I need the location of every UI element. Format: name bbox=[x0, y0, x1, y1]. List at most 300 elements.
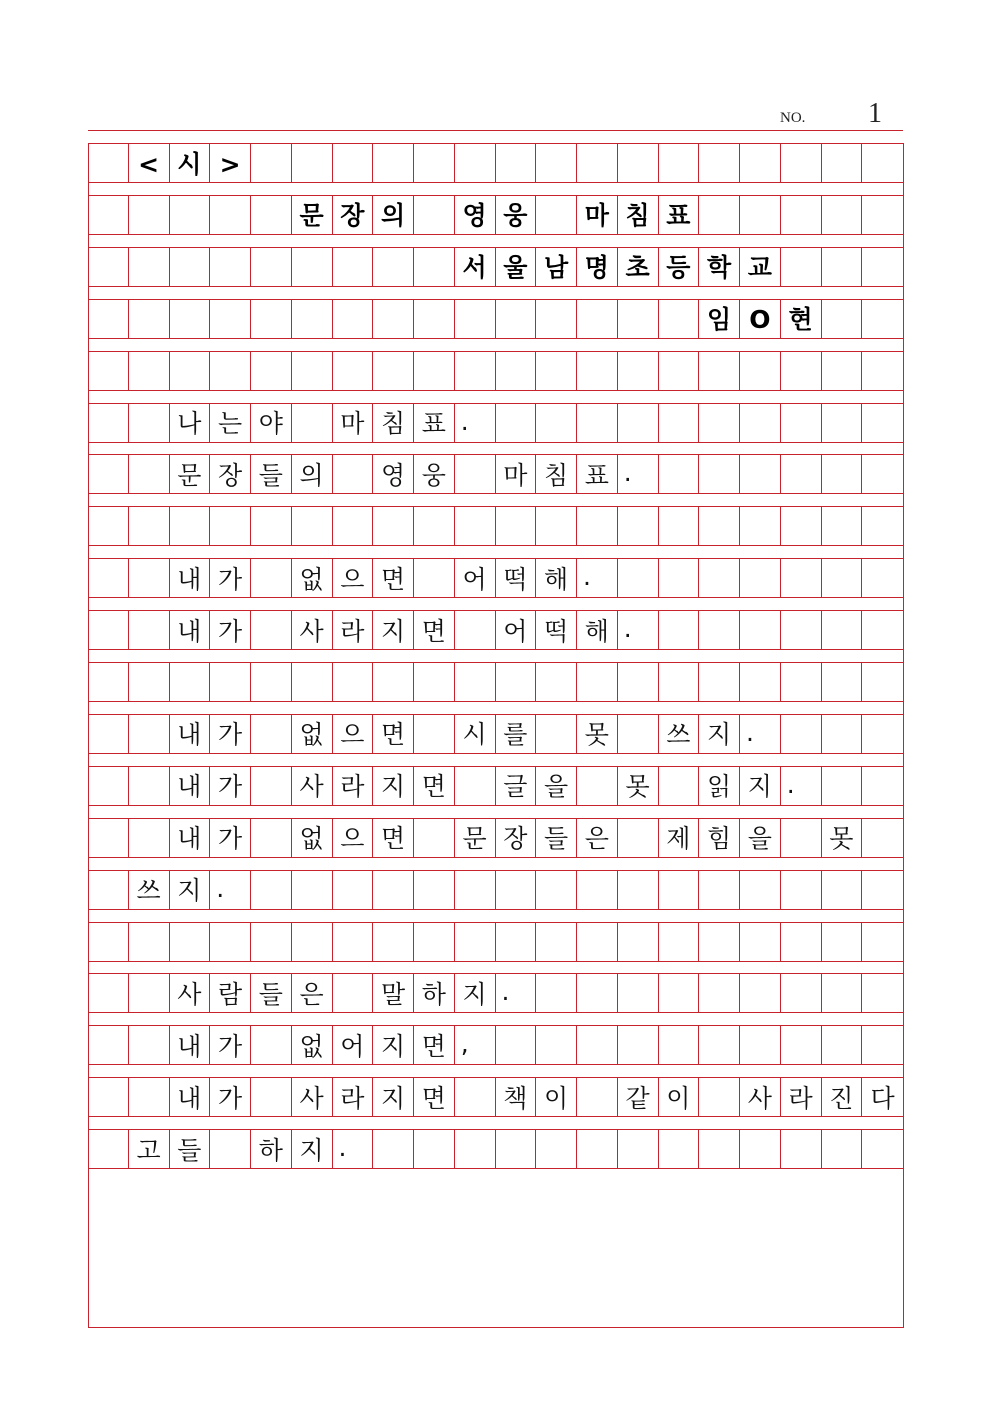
grid-cell bbox=[333, 507, 374, 545]
grid-cell bbox=[129, 767, 170, 805]
grid-cell bbox=[862, 507, 903, 545]
grid-cell: 표 bbox=[659, 196, 700, 234]
grid-cell bbox=[781, 144, 822, 182]
grid-cell bbox=[740, 507, 781, 545]
grid-cell: 웅 bbox=[414, 455, 455, 493]
grid-cell: 이 bbox=[659, 1078, 700, 1116]
grid-row bbox=[88, 403, 903, 443]
grid-cell: 명 bbox=[577, 248, 618, 286]
grid-cell bbox=[536, 663, 577, 701]
grid-cell bbox=[862, 923, 903, 961]
grid-cell: 못 bbox=[822, 819, 863, 857]
grid-cell bbox=[781, 507, 822, 545]
grid-cell bbox=[822, 1130, 863, 1168]
grid-cell bbox=[210, 248, 251, 286]
grid-cell bbox=[577, 1078, 618, 1116]
grid-cell: 사 bbox=[740, 1078, 781, 1116]
grid-row bbox=[88, 922, 903, 962]
grid-cell: 내 bbox=[170, 819, 211, 857]
grid-cell bbox=[129, 196, 170, 234]
grid-cell bbox=[822, 404, 863, 442]
grid-cell bbox=[659, 1026, 700, 1064]
grid-cell bbox=[414, 715, 455, 753]
grid-cell: , bbox=[455, 1026, 496, 1064]
grid-cell bbox=[210, 196, 251, 234]
grid-cell bbox=[210, 663, 251, 701]
grid-cell: . bbox=[577, 559, 618, 597]
grid-cell bbox=[822, 871, 863, 909]
grid-cell: 어 bbox=[333, 1026, 374, 1064]
grid-cell bbox=[496, 663, 537, 701]
grid-cell bbox=[536, 144, 577, 182]
grid-cell bbox=[129, 300, 170, 338]
grid-cell bbox=[577, 144, 618, 182]
grid-cell bbox=[699, 507, 740, 545]
grid-cell bbox=[577, 1130, 618, 1168]
grid-cell: . bbox=[333, 1130, 374, 1168]
grid-cell bbox=[251, 559, 292, 597]
grid-cell bbox=[251, 144, 292, 182]
page-number-value: 1 bbox=[868, 98, 882, 129]
grid-cell: 침 bbox=[536, 455, 577, 493]
grid-cell: 면 bbox=[414, 1078, 455, 1116]
grid-cell bbox=[659, 871, 700, 909]
grid-cell bbox=[862, 819, 903, 857]
grid-cell bbox=[577, 300, 618, 338]
grid-cell: 쓰 bbox=[659, 715, 700, 753]
grid-cell: 교 bbox=[740, 248, 781, 286]
grid-cell: 사 bbox=[292, 1078, 333, 1116]
grid-cell bbox=[496, 1130, 537, 1168]
grid-cell bbox=[496, 1026, 537, 1064]
grid-cell: 장 bbox=[210, 455, 251, 493]
grid-cell bbox=[129, 1078, 170, 1116]
grid-cell bbox=[373, 352, 414, 390]
grid-cell: < bbox=[129, 144, 170, 182]
grid-cell bbox=[618, 404, 659, 442]
grid-cell bbox=[659, 1130, 700, 1168]
grid-cell bbox=[740, 196, 781, 234]
grid-row bbox=[88, 973, 903, 1013]
grid-cell bbox=[170, 300, 211, 338]
grid-cell bbox=[659, 300, 700, 338]
grid-cell bbox=[455, 300, 496, 338]
grid-cell bbox=[536, 871, 577, 909]
grid-cell: 학 bbox=[699, 248, 740, 286]
grid-cell bbox=[618, 1026, 659, 1064]
grid-cell bbox=[210, 507, 251, 545]
grid-cell bbox=[781, 663, 822, 701]
grid-cell: 진 bbox=[822, 1078, 863, 1116]
grid-row bbox=[88, 818, 903, 858]
grid-cell: 글 bbox=[496, 767, 537, 805]
grid-cell bbox=[781, 352, 822, 390]
grid-cell bbox=[618, 559, 659, 597]
grid-cell: 없 bbox=[292, 819, 333, 857]
grid-cell bbox=[699, 144, 740, 182]
grid-cell bbox=[862, 559, 903, 597]
grid-cell bbox=[740, 559, 781, 597]
grid-cell: 은 bbox=[292, 974, 333, 1012]
grid-cell: 으 bbox=[333, 715, 374, 753]
grid-cell bbox=[210, 923, 251, 961]
grid-cell: 영 bbox=[373, 455, 414, 493]
grid-cell bbox=[292, 248, 333, 286]
grid-cell bbox=[129, 923, 170, 961]
grid-cell: 제 bbox=[659, 819, 700, 857]
grid-cell: 현 bbox=[781, 300, 822, 338]
grid-cell bbox=[822, 248, 863, 286]
grid-cell bbox=[88, 715, 129, 753]
grid-cell bbox=[659, 455, 700, 493]
grid-cell: 으 bbox=[333, 819, 374, 857]
grid-cell: 가 bbox=[210, 611, 251, 649]
grid-cell: 같 bbox=[618, 1078, 659, 1116]
header-rule bbox=[88, 130, 903, 131]
grid-cell bbox=[333, 144, 374, 182]
grid-cell bbox=[455, 144, 496, 182]
grid-cell bbox=[699, 455, 740, 493]
grid-cell bbox=[577, 871, 618, 909]
grid-cell bbox=[333, 923, 374, 961]
grid-cell bbox=[577, 352, 618, 390]
grid-cell: 면 bbox=[414, 767, 455, 805]
grid-cell bbox=[496, 871, 537, 909]
grid-cell bbox=[740, 455, 781, 493]
grid-cell bbox=[822, 974, 863, 1012]
grid-cell: 내 bbox=[170, 559, 211, 597]
grid-cell bbox=[699, 352, 740, 390]
grid-cell bbox=[88, 819, 129, 857]
grid-cell bbox=[577, 507, 618, 545]
grid-cell bbox=[781, 871, 822, 909]
grid-cell bbox=[659, 767, 700, 805]
grid-row bbox=[88, 766, 903, 806]
grid-cell bbox=[781, 611, 822, 649]
grid-cell bbox=[455, 611, 496, 649]
grid-cell bbox=[862, 715, 903, 753]
grid-cell: 못 bbox=[618, 767, 659, 805]
grid-cell bbox=[862, 248, 903, 286]
grid-cell bbox=[740, 974, 781, 1012]
grid-cell: 떡 bbox=[536, 611, 577, 649]
grid-cell bbox=[455, 1130, 496, 1168]
grid-cell bbox=[496, 144, 537, 182]
grid-cell: 없 bbox=[292, 559, 333, 597]
grid-cell: 지 bbox=[170, 871, 211, 909]
grid-cell: 해 bbox=[536, 559, 577, 597]
grid-cell: 지 bbox=[699, 715, 740, 753]
grid-cell: 시 bbox=[170, 144, 211, 182]
grid-cell: . bbox=[740, 715, 781, 753]
grid-row bbox=[88, 195, 903, 235]
grid-cell bbox=[862, 611, 903, 649]
grid-cell bbox=[699, 871, 740, 909]
grid-cell bbox=[251, 923, 292, 961]
grid-cell bbox=[536, 1026, 577, 1064]
grid-cell bbox=[88, 248, 129, 286]
grid-cell bbox=[292, 871, 333, 909]
grid-cell: 지 bbox=[373, 1078, 414, 1116]
grid-cell bbox=[170, 923, 211, 961]
grid-cell: 등 bbox=[659, 248, 700, 286]
grid-cell: 쓰 bbox=[129, 871, 170, 909]
grid-cell bbox=[536, 300, 577, 338]
grid-cell bbox=[822, 352, 863, 390]
grid-cell bbox=[781, 196, 822, 234]
grid-cell bbox=[251, 1078, 292, 1116]
grid-cell bbox=[251, 1026, 292, 1064]
grid-cell bbox=[292, 352, 333, 390]
grid-cell bbox=[251, 611, 292, 649]
grid-row bbox=[88, 870, 903, 910]
grid-cell bbox=[455, 923, 496, 961]
grid-cell bbox=[822, 663, 863, 701]
grid-cell: 은 bbox=[577, 819, 618, 857]
grid-cell bbox=[822, 300, 863, 338]
grid-row bbox=[88, 714, 903, 754]
grid-cell bbox=[577, 404, 618, 442]
grid-cell: 침 bbox=[618, 196, 659, 234]
grid-cell: 면 bbox=[373, 819, 414, 857]
grid-cell bbox=[373, 507, 414, 545]
grid-cell bbox=[618, 352, 659, 390]
grid-row bbox=[88, 506, 903, 546]
grid-cell bbox=[862, 404, 903, 442]
grid-cell bbox=[251, 507, 292, 545]
grid-cell bbox=[781, 1026, 822, 1064]
grid-cell: 나 bbox=[170, 404, 211, 442]
grid-cell bbox=[210, 300, 251, 338]
grid-cell bbox=[414, 663, 455, 701]
grid-cell: . bbox=[618, 611, 659, 649]
grid-cell bbox=[862, 1130, 903, 1168]
grid-cell bbox=[740, 871, 781, 909]
grid-cell bbox=[373, 248, 414, 286]
grid-cell bbox=[618, 300, 659, 338]
grid-cell bbox=[292, 144, 333, 182]
grid-cell: 들 bbox=[251, 974, 292, 1012]
grid-cell bbox=[822, 1026, 863, 1064]
grid-cell: 남 bbox=[536, 248, 577, 286]
grid-cell bbox=[414, 819, 455, 857]
grid-row bbox=[88, 1129, 903, 1169]
grid-cell: 하 bbox=[251, 1130, 292, 1168]
grid-cell bbox=[414, 196, 455, 234]
grid-cell: 람 bbox=[210, 974, 251, 1012]
grid-cell bbox=[414, 248, 455, 286]
grid-cell bbox=[170, 196, 211, 234]
grid-cell: 면 bbox=[414, 1026, 455, 1064]
grid-cell bbox=[577, 974, 618, 1012]
grid-cell: 는 bbox=[210, 404, 251, 442]
grid-cell bbox=[88, 507, 129, 545]
grid-cell bbox=[781, 559, 822, 597]
grid-cell bbox=[862, 144, 903, 182]
grid-cell bbox=[455, 455, 496, 493]
grid-cell bbox=[373, 144, 414, 182]
grid-cell bbox=[536, 715, 577, 753]
grid-cell: . bbox=[781, 767, 822, 805]
grid-row bbox=[88, 351, 903, 391]
grid-cell bbox=[88, 1078, 129, 1116]
grid-cell: 지 bbox=[455, 974, 496, 1012]
grid-cell bbox=[699, 663, 740, 701]
grid-cell bbox=[781, 923, 822, 961]
grid-cell bbox=[618, 715, 659, 753]
grid-cell: 없 bbox=[292, 1026, 333, 1064]
grid-cell: 사 bbox=[292, 767, 333, 805]
grid-cell bbox=[659, 611, 700, 649]
grid-cell: 표 bbox=[414, 404, 455, 442]
grid-cell bbox=[170, 507, 211, 545]
grid-cell bbox=[536, 507, 577, 545]
grid-cell: 지 bbox=[292, 1130, 333, 1168]
grid-cell bbox=[210, 1130, 251, 1168]
grid-cell: 마 bbox=[496, 455, 537, 493]
grid-cell bbox=[740, 923, 781, 961]
grid-cell bbox=[699, 1026, 740, 1064]
grid-cell: 마 bbox=[577, 196, 618, 234]
grid-cell: . bbox=[455, 404, 496, 442]
grid-cell: 지 bbox=[740, 767, 781, 805]
grid-cell: 라 bbox=[333, 611, 374, 649]
grid-cell bbox=[333, 974, 374, 1012]
grid-cell: 라 bbox=[781, 1078, 822, 1116]
grid-cell: . bbox=[210, 871, 251, 909]
grid-row bbox=[88, 558, 903, 598]
grid-row bbox=[88, 143, 903, 183]
grid-cell bbox=[292, 300, 333, 338]
grid-cell: O bbox=[740, 300, 781, 338]
grid-cell bbox=[373, 923, 414, 961]
grid-cell bbox=[455, 871, 496, 909]
grid-cell: 들 bbox=[251, 455, 292, 493]
grid-cell: 책 bbox=[496, 1078, 537, 1116]
grid-cell bbox=[536, 404, 577, 442]
grid-cell bbox=[129, 559, 170, 597]
grid-cell bbox=[781, 819, 822, 857]
grid-cell bbox=[862, 767, 903, 805]
grid-cell bbox=[862, 1026, 903, 1064]
grid-cell bbox=[129, 819, 170, 857]
grid-cell bbox=[699, 923, 740, 961]
grid-row bbox=[88, 610, 903, 650]
grid-cell: 가 bbox=[210, 559, 251, 597]
grid-cell: 못 bbox=[577, 715, 618, 753]
grid-cell: 가 bbox=[210, 715, 251, 753]
grid-cell bbox=[88, 923, 129, 961]
grid-row bbox=[88, 299, 903, 339]
grid-cell bbox=[618, 871, 659, 909]
grid-cell bbox=[822, 715, 863, 753]
grid-cell bbox=[88, 559, 129, 597]
grid-cell: 들 bbox=[536, 819, 577, 857]
grid-cell bbox=[822, 611, 863, 649]
grid-cell bbox=[210, 352, 251, 390]
grid-cell bbox=[129, 611, 170, 649]
grid-cell bbox=[414, 352, 455, 390]
grid-cell bbox=[536, 196, 577, 234]
grid-cell bbox=[292, 663, 333, 701]
grid-cell bbox=[862, 196, 903, 234]
grid-cell: 힘 bbox=[699, 819, 740, 857]
grid-cell bbox=[88, 974, 129, 1012]
grid-row bbox=[88, 1025, 903, 1065]
grid-cell: 내 bbox=[170, 1026, 211, 1064]
grid-cell: 가 bbox=[210, 767, 251, 805]
grid-cell bbox=[822, 196, 863, 234]
grid-cell bbox=[781, 455, 822, 493]
grid-cell: . bbox=[496, 974, 537, 1012]
grid-cell bbox=[577, 767, 618, 805]
grid-cell: > bbox=[210, 144, 251, 182]
grid-cell bbox=[88, 352, 129, 390]
grid-cell: 읽 bbox=[699, 767, 740, 805]
grid-cell bbox=[740, 352, 781, 390]
grid-cell: 어 bbox=[496, 611, 537, 649]
grid-cell bbox=[251, 300, 292, 338]
grid-cell bbox=[292, 507, 333, 545]
grid-cell bbox=[129, 404, 170, 442]
grid-cell bbox=[659, 144, 700, 182]
grid-cell: 울 bbox=[496, 248, 537, 286]
grid-cell bbox=[414, 1130, 455, 1168]
grid-cell bbox=[822, 144, 863, 182]
grid-cell bbox=[536, 923, 577, 961]
grid-cell bbox=[455, 1078, 496, 1116]
grid-cell: 다 bbox=[870, 1083, 895, 1113]
grid-row bbox=[88, 662, 903, 702]
grid-cell: 지 bbox=[373, 1026, 414, 1064]
grid-cell: 가 bbox=[210, 819, 251, 857]
grid-cell bbox=[862, 974, 903, 1012]
grid-cell bbox=[333, 871, 374, 909]
grid-cell bbox=[781, 404, 822, 442]
grid-cell bbox=[659, 352, 700, 390]
grid-cell bbox=[862, 352, 903, 390]
grid-cell bbox=[88, 871, 129, 909]
grid-cell bbox=[496, 507, 537, 545]
grid-cell: 지 bbox=[373, 611, 414, 649]
grid-cell: 말 bbox=[373, 974, 414, 1012]
grid-cell bbox=[536, 352, 577, 390]
grid-cell bbox=[170, 248, 211, 286]
grid-cell: 의 bbox=[292, 455, 333, 493]
grid-cell bbox=[373, 300, 414, 338]
grid-cell bbox=[88, 455, 129, 493]
grid-cell bbox=[129, 352, 170, 390]
grid-cell bbox=[88, 663, 129, 701]
grid-cell bbox=[496, 923, 537, 961]
grid-cell bbox=[659, 923, 700, 961]
grid-cell bbox=[251, 663, 292, 701]
grid-cell: 장 bbox=[496, 819, 537, 857]
grid-cell bbox=[659, 663, 700, 701]
grid-cell: 웅 bbox=[496, 196, 537, 234]
grid-cell: 내 bbox=[170, 767, 211, 805]
grid-cell bbox=[88, 196, 129, 234]
grid-cell bbox=[699, 1078, 740, 1116]
grid-cell bbox=[740, 611, 781, 649]
grid-cell: 내 bbox=[170, 611, 211, 649]
grid-cell: 가 bbox=[210, 1078, 251, 1116]
grid-row bbox=[88, 247, 903, 287]
grid-cell bbox=[740, 1130, 781, 1168]
grid-cell bbox=[618, 144, 659, 182]
grid-cell bbox=[699, 974, 740, 1012]
grid-cell: 초 bbox=[618, 248, 659, 286]
